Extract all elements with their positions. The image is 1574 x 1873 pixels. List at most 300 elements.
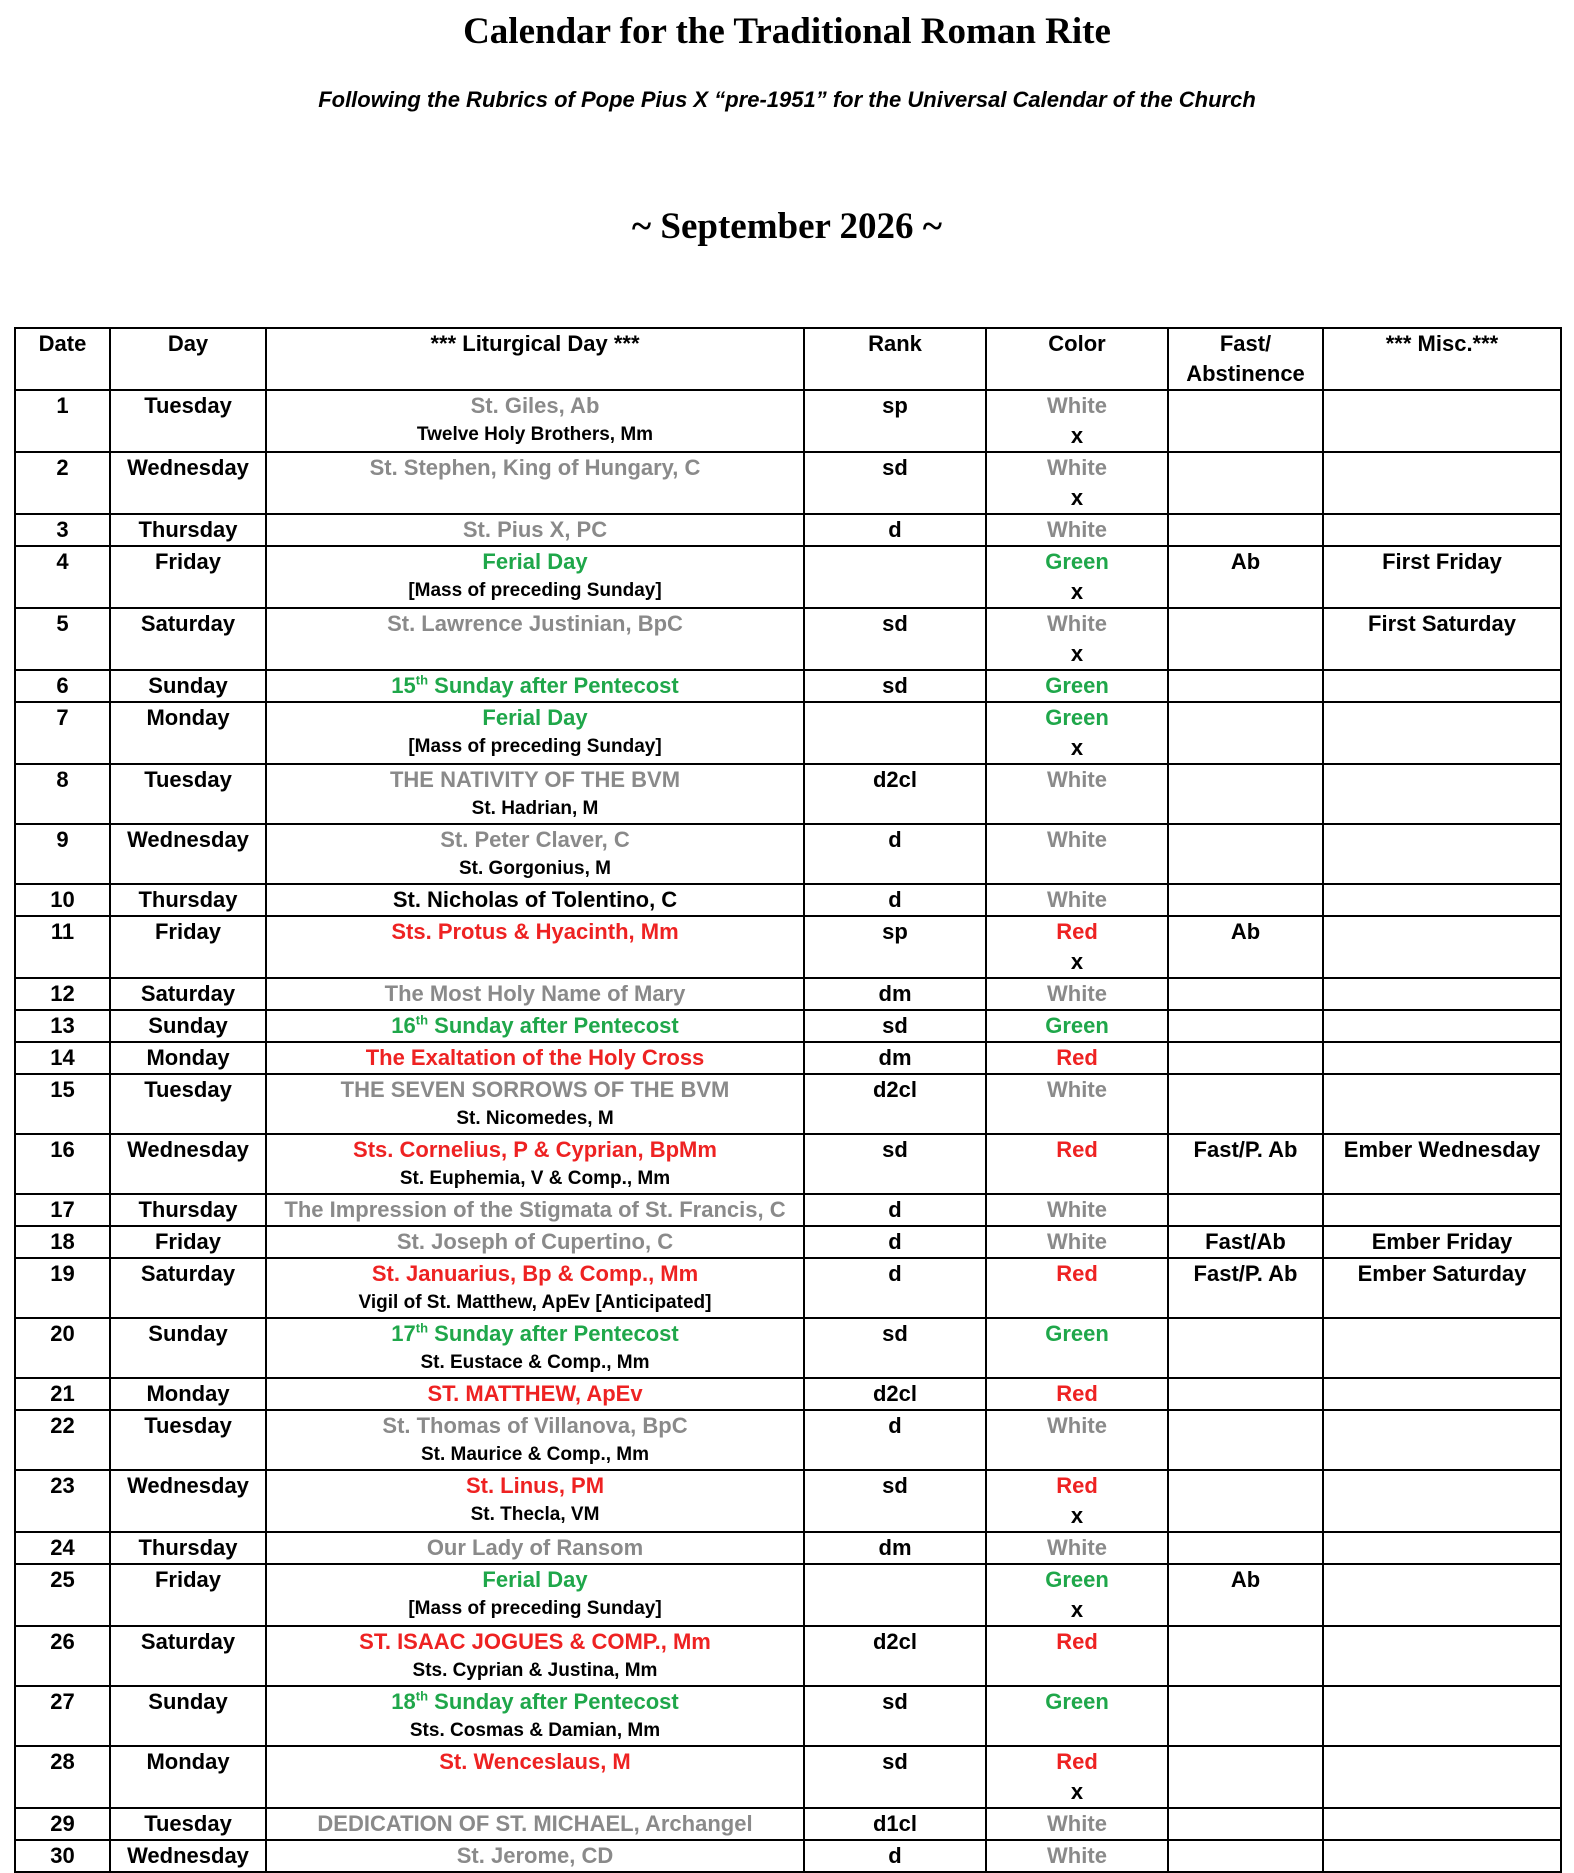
- date-cell: [15, 978, 110, 1010]
- day-value: Thursday: [138, 1197, 238, 1222]
- liturgical-day-name: [267, 453, 803, 483]
- date-value: 4: [56, 549, 69, 574]
- table-row: [15, 1010, 1561, 1042]
- ferial-marker: x: [1070, 1503, 1084, 1528]
- rank-cell: [804, 608, 986, 670]
- month-heading: ~ September 2026 ~: [631, 206, 943, 247]
- date-cell: [15, 452, 110, 514]
- liturgical-day-cell: [266, 1226, 804, 1258]
- date-cell: [15, 1194, 110, 1226]
- date-value: 6: [56, 673, 69, 698]
- table-row: [15, 546, 1561, 608]
- liturgical-day-name: [267, 1687, 803, 1717]
- liturgical-day-text: Sts. Cornelius, P & Cyprian, BpMm: [353, 1137, 717, 1162]
- liturgical-day-text: St. Wenceslaus, M: [439, 1749, 631, 1774]
- liturgical-color-value: White: [1047, 1811, 1107, 1836]
- date-value: 25: [50, 1567, 75, 1592]
- day-value: Sunday: [148, 673, 228, 698]
- liturgical-color-value: Green: [1045, 1013, 1109, 1038]
- liturgical-day-name: [267, 1379, 803, 1409]
- ferial-marker: x: [1070, 949, 1084, 974]
- day-cell: [110, 390, 266, 452]
- day-cell: [110, 452, 266, 514]
- day-value: Wednesday: [127, 1137, 249, 1162]
- day-cell: [110, 884, 266, 916]
- rank-cell: [804, 1746, 986, 1808]
- fast-abstinence-cell: [1168, 670, 1323, 702]
- ordinal-suffix: th: [415, 1320, 429, 1336]
- fast-abstinence-cell: [1168, 1626, 1323, 1686]
- misc-cell: [1323, 1258, 1561, 1318]
- misc-cell: [1323, 1808, 1561, 1840]
- commemoration: St. Thecla, VM: [470, 1504, 600, 1525]
- liturgical-day-cell: [266, 546, 804, 608]
- misc-cell: [1323, 514, 1561, 546]
- commemoration: St. Eustace & Comp., Mm: [420, 1352, 650, 1373]
- misc-cell: [1323, 1686, 1561, 1746]
- liturgical-day-cell: [266, 824, 804, 884]
- rank-value: d: [888, 887, 902, 912]
- liturgical-day-name: [267, 1411, 803, 1441]
- date-cell: [15, 1808, 110, 1840]
- day-value: Tuesday: [144, 767, 232, 792]
- misc-value: First Friday: [1382, 549, 1502, 574]
- fast-abstinence-cell: [1168, 978, 1323, 1010]
- liturgical-day-text: St. Thomas of Villanova, BpC: [382, 1413, 688, 1438]
- table-row: [15, 390, 1561, 452]
- liturgical-day-cell: [266, 452, 804, 514]
- fast-abstinence-cell: [1168, 1746, 1323, 1808]
- color-cell: [986, 1470, 1168, 1532]
- liturgical-day-cell: [266, 884, 804, 916]
- day-cell: [110, 1470, 266, 1532]
- col-header-misc: *** Misc.***: [1323, 328, 1561, 390]
- date-value: 17: [50, 1197, 75, 1222]
- liturgical-day-text: THE SEVEN SORROWS OF THE BVM: [340, 1077, 730, 1102]
- liturgical-color-value: Red: [1056, 1749, 1098, 1774]
- color-cell: [986, 546, 1168, 608]
- misc-cell: [1323, 824, 1561, 884]
- table-row: [15, 1134, 1561, 1194]
- liturgical-color-value: White: [1047, 1843, 1107, 1868]
- rank-value: dm: [878, 1535, 912, 1560]
- color-cell: [986, 1042, 1168, 1074]
- liturgical-day-cell: [266, 764, 804, 824]
- table-row: [15, 608, 1561, 670]
- day-cell: [110, 1074, 266, 1134]
- day-value: Monday: [146, 705, 230, 730]
- liturgical-day-cell: [266, 1840, 804, 1872]
- date-value: 28: [50, 1749, 75, 1774]
- table-row: [15, 452, 1561, 514]
- date-value: 21: [50, 1381, 75, 1406]
- misc-cell: [1323, 1532, 1561, 1564]
- rank-value: d: [888, 1843, 902, 1868]
- misc-cell: [1323, 702, 1561, 764]
- rank-cell: [804, 702, 986, 764]
- color-cell: [986, 608, 1168, 670]
- liturgical-day-text: The Impression of the Stigmata of St. Francis, C: [284, 1197, 786, 1222]
- table-row: [15, 1074, 1561, 1134]
- color-cell: [986, 1010, 1168, 1042]
- table-row: [15, 670, 1561, 702]
- ferial-marker: x: [1070, 1597, 1084, 1622]
- date-value: 23: [50, 1473, 75, 1498]
- date-value: 8: [56, 767, 69, 792]
- liturgical-day-cell: [266, 1686, 804, 1746]
- rank-cell: [804, 1226, 986, 1258]
- color-cell: [986, 1194, 1168, 1226]
- date-cell: [15, 1042, 110, 1074]
- table-row: [15, 1532, 1561, 1564]
- table-row: [15, 1258, 1561, 1318]
- liturgical-day-text: Sunday after Pentecost: [428, 1013, 679, 1038]
- liturgical-day-text: The Most Holy Name of Mary: [384, 981, 686, 1006]
- liturgical-color-value: White: [1047, 887, 1107, 912]
- liturgical-day-name: [267, 391, 803, 421]
- commemoration: [Mass of preceding Sunday]: [408, 580, 662, 601]
- color-cell: [986, 1686, 1168, 1746]
- rank-cell: [804, 1318, 986, 1378]
- day-cell: [110, 702, 266, 764]
- fast-abstinence-cell: [1168, 824, 1323, 884]
- day-value: Thursday: [138, 887, 238, 912]
- rank-cell: [804, 1686, 986, 1746]
- rank-cell: [804, 1134, 986, 1194]
- day-cell: [110, 978, 266, 1010]
- commemoration: Vigil of St. Matthew, ApEv [Anticipated]: [358, 1292, 712, 1313]
- liturgical-day-name: [267, 547, 803, 577]
- table-row: [15, 1686, 1561, 1746]
- table-row: [15, 764, 1561, 824]
- date-value: 10: [50, 887, 75, 912]
- color-cell: [986, 1746, 1168, 1808]
- rank-cell: [804, 1258, 986, 1318]
- ferial-marker: x: [1070, 735, 1084, 760]
- rank-cell: [804, 1010, 986, 1042]
- liturgical-day-cell: [266, 608, 804, 670]
- rank-cell: [804, 1378, 986, 1410]
- liturgical-color-value: White: [1047, 767, 1107, 792]
- date-cell: [15, 1686, 110, 1746]
- date-value: 16: [50, 1137, 75, 1162]
- color-cell: [986, 1378, 1168, 1410]
- color-cell: [986, 1258, 1168, 1318]
- misc-cell: [1323, 1746, 1561, 1808]
- fast-abstinence-cell: [1168, 1134, 1323, 1194]
- day-cell: [110, 1134, 266, 1194]
- liturgical-day-name: [267, 609, 803, 639]
- date-cell: [15, 1226, 110, 1258]
- fast-abstinence-cell: [1168, 1074, 1323, 1134]
- fast-abstinence-value: Fast/Ab: [1205, 1229, 1286, 1254]
- fast-abstinence-value: Fast/P. Ab: [1193, 1137, 1298, 1162]
- rank-value: sd: [882, 1137, 908, 1162]
- misc-value: Ember Friday: [1371, 1229, 1513, 1254]
- commemoration: St. Maurice & Comp., Mm: [420, 1444, 650, 1465]
- liturgical-day-name: [267, 1227, 803, 1257]
- rank-value: sd: [882, 1321, 908, 1346]
- table-row: [15, 1626, 1561, 1686]
- day-cell: [110, 1686, 266, 1746]
- rank-cell: [804, 978, 986, 1010]
- misc-cell: [1323, 1626, 1561, 1686]
- color-cell: [986, 824, 1168, 884]
- date-cell: [15, 1532, 110, 1564]
- rank-cell: [804, 1564, 986, 1626]
- rank-cell: [804, 1840, 986, 1872]
- sunday-number: 18: [391, 1689, 416, 1714]
- liturgical-day-cell: [266, 1318, 804, 1378]
- table-row: [15, 824, 1561, 884]
- liturgical-color-value: Red: [1056, 1381, 1098, 1406]
- misc-cell: [1323, 884, 1561, 916]
- rank-value: d2cl: [872, 1381, 918, 1406]
- day-cell: [110, 546, 266, 608]
- liturgical-color-value: White: [1047, 393, 1107, 418]
- fast-abstinence-cell: [1168, 452, 1323, 514]
- liturgical-day-name: [267, 703, 803, 733]
- fast-abstinence-cell: [1168, 702, 1323, 764]
- date-value: 29: [50, 1811, 75, 1836]
- rank-value: sd: [882, 455, 908, 480]
- commemoration: St. Nicomedes, M: [456, 1108, 614, 1129]
- col-header-day: Day: [110, 328, 266, 390]
- misc-cell: [1323, 1194, 1561, 1226]
- liturgical-day-cell: [266, 1470, 804, 1532]
- rank-cell: [804, 1074, 986, 1134]
- rank-cell: [804, 514, 986, 546]
- table-row: [15, 1840, 1561, 1872]
- commemoration: Sts. Cyprian & Justina, Mm: [412, 1660, 658, 1681]
- table-row: [15, 1378, 1561, 1410]
- commemoration: St. Hadrian, M: [471, 798, 599, 819]
- page-subtitle: Following the Rubrics of Pope Pius X “pre-1951” for the Universal Calendar of the Church: [318, 87, 1256, 112]
- liturgical-day-text: St. Januarius, Bp & Comp., Mm: [371, 1261, 699, 1286]
- color-cell: [986, 884, 1168, 916]
- commemoration: Twelve Holy Brothers, Mm: [416, 424, 654, 445]
- rank-value: d: [888, 517, 902, 542]
- liturgical-day-name: [267, 1747, 803, 1777]
- ordinal-suffix: th: [415, 1688, 429, 1704]
- liturgical-color-value: Green: [1045, 1567, 1109, 1592]
- liturgical-color-value: White: [1047, 1077, 1107, 1102]
- fast-abstinence-cell: [1168, 1194, 1323, 1226]
- day-cell: [110, 1840, 266, 1872]
- date-cell: [15, 514, 110, 546]
- date-value: 20: [50, 1321, 75, 1346]
- table-row: [15, 1470, 1561, 1532]
- misc-cell: [1323, 916, 1561, 978]
- date-cell: [15, 1378, 110, 1410]
- day-cell: [110, 1226, 266, 1258]
- misc-cell: [1323, 608, 1561, 670]
- liturgical-day-text: ST. MATTHEW, ApEv: [427, 1381, 643, 1406]
- rank-cell: [804, 1194, 986, 1226]
- fast-abstinence-cell: [1168, 1010, 1323, 1042]
- color-cell: [986, 702, 1168, 764]
- day-cell: [110, 1194, 266, 1226]
- misc-cell: [1323, 1042, 1561, 1074]
- liturgical-color-value: White: [1047, 1535, 1107, 1560]
- rank-cell: [804, 764, 986, 824]
- color-cell: [986, 670, 1168, 702]
- misc-cell: [1323, 390, 1561, 452]
- liturgical-color-value: Green: [1045, 1321, 1109, 1346]
- table-row: [15, 1410, 1561, 1470]
- misc-cell: [1323, 670, 1561, 702]
- liturgical-day-text: The Exaltation of the Holy Cross: [365, 1045, 705, 1070]
- col-header-rank: Rank: [804, 328, 986, 390]
- liturgical-day-cell: [266, 1134, 804, 1194]
- liturgical-day-text: Ferial Day: [482, 549, 588, 574]
- sunday-number: 17: [391, 1321, 416, 1346]
- liturgical-day-name: [267, 1533, 803, 1563]
- date-value: 2: [56, 455, 69, 480]
- rank-value: d: [888, 1413, 902, 1438]
- liturgical-day-text: THE NATIVITY OF THE BVM: [389, 767, 681, 792]
- fast-abstinence-value: Fast/P. Ab: [1193, 1261, 1298, 1286]
- col-header-date: Date: [15, 328, 110, 390]
- date-value: 1: [56, 393, 69, 418]
- date-cell: [15, 1746, 110, 1808]
- liturgical-day-text: St. Pius X, PC: [462, 517, 608, 542]
- day-cell: [110, 1010, 266, 1042]
- misc-cell: [1323, 1470, 1561, 1532]
- rank-value: d2cl: [872, 1077, 918, 1102]
- rank-value: d2cl: [872, 767, 918, 792]
- rank-value: d: [888, 1229, 902, 1254]
- day-value: Wednesday: [127, 455, 249, 480]
- misc-cell: [1323, 1564, 1561, 1626]
- table-row: [15, 1746, 1561, 1808]
- color-cell: [986, 1808, 1168, 1840]
- liturgical-day-text: Ferial Day: [482, 1567, 588, 1592]
- color-cell: [986, 452, 1168, 514]
- date-cell: [15, 916, 110, 978]
- sunday-number: 16: [391, 1013, 416, 1038]
- table-row: [15, 702, 1561, 764]
- color-cell: [986, 978, 1168, 1010]
- color-cell: [986, 1318, 1168, 1378]
- liturgical-color-value: White: [1047, 1413, 1107, 1438]
- day-value: Saturday: [140, 981, 236, 1006]
- rank-cell: [804, 390, 986, 452]
- commemoration: St. Euphemia, V & Comp., Mm: [399, 1168, 671, 1189]
- liturgical-day-name: [267, 1319, 803, 1349]
- liturgical-day-name: [267, 1011, 803, 1041]
- date-cell: [15, 1134, 110, 1194]
- table-row: [15, 916, 1561, 978]
- liturgical-day-name: [267, 515, 803, 545]
- date-cell: [15, 608, 110, 670]
- day-value: Monday: [146, 1749, 230, 1774]
- date-cell: [15, 1010, 110, 1042]
- color-cell: [986, 1564, 1168, 1626]
- col-header-color: Color: [986, 328, 1168, 390]
- day-value: Tuesday: [144, 393, 232, 418]
- date-cell: [15, 702, 110, 764]
- color-cell: [986, 514, 1168, 546]
- liturgical-day-text: St. Linus, PM: [465, 1473, 605, 1498]
- day-cell: [110, 916, 266, 978]
- day-value: Tuesday: [144, 1811, 232, 1836]
- liturgical-day-name: [267, 825, 803, 855]
- col-header-fast-abstinence: Fast/ Abstinence: [1168, 328, 1323, 390]
- misc-cell: [1323, 1410, 1561, 1470]
- rank-cell: [804, 670, 986, 702]
- date-value: 9: [56, 827, 69, 852]
- calendar-body: [15, 390, 1561, 1872]
- date-cell: [15, 884, 110, 916]
- fast-abstinence-cell: [1168, 514, 1323, 546]
- liturgical-day-name: [267, 1809, 803, 1839]
- fast-abstinence-cell: [1168, 390, 1323, 452]
- date-value: 18: [50, 1229, 75, 1254]
- misc-cell: [1323, 1074, 1561, 1134]
- color-cell: [986, 1626, 1168, 1686]
- liturgical-color-value: White: [1047, 981, 1107, 1006]
- day-cell: [110, 1532, 266, 1564]
- day-value: Monday: [146, 1381, 230, 1406]
- color-cell: [986, 390, 1168, 452]
- day-value: Saturday: [140, 611, 236, 636]
- commemoration: [Mass of preceding Sunday]: [408, 1598, 662, 1619]
- liturgical-day-name: [267, 1075, 803, 1105]
- misc-cell: [1323, 452, 1561, 514]
- liturgical-day-cell: [266, 702, 804, 764]
- rank-value: dm: [878, 1045, 912, 1070]
- rank-value: sp: [882, 393, 908, 418]
- liturgical-day-name: [267, 765, 803, 795]
- fast-abstinence-cell: [1168, 884, 1323, 916]
- day-value: Wednesday: [127, 1473, 249, 1498]
- date-cell: [15, 546, 110, 608]
- liturgical-day-text: DEDICATION OF ST. MICHAEL, Archangel: [317, 1811, 753, 1836]
- fast-abstinence-cell: [1168, 1226, 1323, 1258]
- liturgical-color-value: White: [1047, 1229, 1107, 1254]
- misc-value: Ember Wednesday: [1343, 1137, 1541, 1162]
- liturgical-day-name: [267, 885, 803, 915]
- day-cell: [110, 514, 266, 546]
- liturgical-day-text: Our Lady of Ransom: [426, 1535, 644, 1560]
- sunday-number: 15: [391, 673, 416, 698]
- liturgical-day-name: [267, 671, 803, 701]
- calendar-table: [14, 327, 1562, 1873]
- misc-cell: [1323, 1840, 1561, 1872]
- liturgical-day-cell: [266, 1564, 804, 1626]
- day-cell: [110, 1626, 266, 1686]
- day-cell: [110, 1746, 266, 1808]
- liturgical-day-cell: [266, 1532, 804, 1564]
- misc-cell: [1323, 546, 1561, 608]
- liturgical-day-text: Sunday after Pentecost: [428, 673, 679, 698]
- liturgical-day-name: [267, 1259, 803, 1289]
- date-value: 7: [56, 705, 69, 730]
- fast-abstinence-cell: [1168, 1258, 1323, 1318]
- rank-value: sd: [882, 1689, 908, 1714]
- date-value: 30: [50, 1843, 75, 1868]
- rank-value: sp: [882, 919, 908, 944]
- liturgical-color-value: Red: [1056, 1629, 1098, 1654]
- table-row: [15, 1318, 1561, 1378]
- misc-value: Ember Saturday: [1357, 1261, 1527, 1286]
- day-value: Sunday: [148, 1689, 228, 1714]
- misc-cell: [1323, 1134, 1561, 1194]
- day-cell: [110, 608, 266, 670]
- table-row: [15, 1042, 1561, 1074]
- liturgical-color-value: Red: [1056, 919, 1098, 944]
